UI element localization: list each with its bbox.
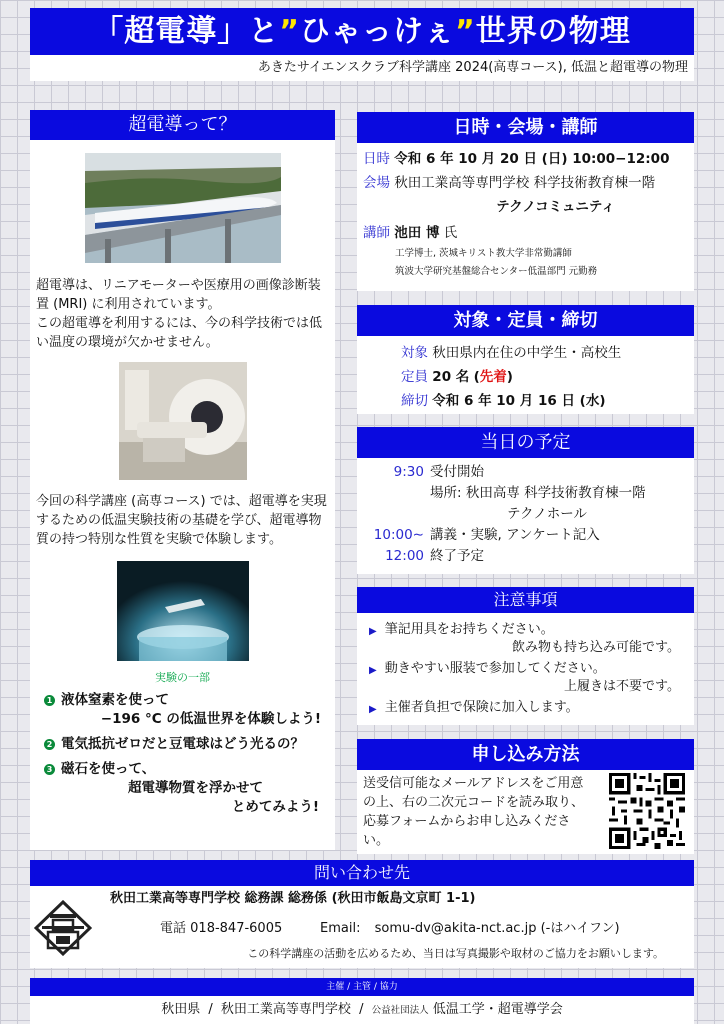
target-text: 秋田県内在住の中学生・高校生 [432, 345, 622, 361]
section-heading-superconductivity: 超電導って？ [30, 110, 335, 140]
schedule-row [357, 504, 694, 525]
title-part-highlight: ひゃっけぇ [300, 14, 455, 49]
date-label: 日時 [363, 151, 390, 167]
intro-paragraph-2: この超電導を利用するには、今の科学技術では低い温度の環境が欠かせません。 [36, 316, 323, 350]
qr-code[interactable] [609, 773, 685, 849]
lecturer-label: 講師 [363, 225, 390, 241]
school-emblem-icon [34, 900, 92, 956]
section-heading-target: 対象・定員・締切 [357, 305, 694, 336]
qr-code-icon [609, 773, 685, 849]
experiment-item-1 [30, 691, 335, 710]
schedule-panel [357, 143, 694, 291]
schedule-text: 受付開始 [430, 464, 484, 480]
event-date: 令和 6 年 10 月 20 日 (日) 10:00−12:00 [394, 151, 670, 167]
note-text: 筆記用具をお持ちください。 [384, 622, 554, 637]
maglev-train-illustration [85, 153, 281, 263]
note-text: 主催者負担で保険に加入します。 [384, 700, 579, 715]
lecturer-name: 池田 博 [394, 225, 440, 241]
schedule-text: テクノホール [507, 506, 587, 522]
email-label: Email: [320, 921, 361, 936]
organizer-separator: / [208, 1002, 213, 1017]
levitation-image [117, 561, 249, 661]
schedule-text: 講義・実験, アンケート記入 [430, 527, 600, 543]
email-note: (-はハイフン) [540, 921, 620, 936]
capacity-label: 定員 [401, 369, 428, 385]
contact-panel [30, 886, 694, 968]
title-quote-close: ” [455, 14, 476, 49]
first-come-note: 先着 [479, 369, 507, 385]
note-subtext: 飲み物も持ち込み可能です。 [512, 640, 680, 655]
deadline-value: 令和 6 年 10 月 16 日 (水) [432, 393, 606, 409]
title-part-end: 世界の物理 [475, 14, 631, 49]
mri-image [119, 362, 247, 480]
apply-panel [357, 770, 694, 854]
schedule-time: 9:30 [393, 464, 424, 480]
maglev-train-image [85, 153, 281, 263]
organizers-panel [30, 996, 694, 1024]
organizer-society-prefix: 公益社団法人 [371, 1005, 429, 1016]
section-heading-organizers: 主催 / 主管 / 協力 [30, 978, 694, 996]
notes-panel [357, 613, 694, 725]
intro-paragraph-3: 今回の科学講座 (高専コース) では、超電導を実現するための低温実験技術の基礎を学び、超電導物質の持つ特別な性質を実験で体験します。 [36, 494, 327, 547]
target-panel: 対象 秋田県内在住の中学生・高校生 定員 20 名 (先着) 締切 令和 6 年 10 月 16 日 (水) [357, 336, 694, 414]
note-item [369, 660, 684, 696]
phone-label: 電話 [160, 921, 187, 936]
phone-number[interactable]: 018-847-6005 [190, 921, 283, 936]
schedule-row [357, 462, 694, 483]
section-heading-apply: 申し込み方法 [357, 739, 694, 770]
contact-phone-row [160, 918, 282, 940]
section-heading-schedule: 日時・会場・講師 [357, 112, 694, 143]
section-heading-contact: 問い合わせ先 [30, 860, 694, 886]
schedule-text: 場所: 秋田高専 科学技術教育棟一階 [430, 485, 646, 501]
experiment-number: 3 [44, 764, 55, 775]
levitation-illustration [117, 561, 249, 661]
experiment-3-line3: とめてみよう! [231, 799, 319, 815]
lecturer-suffix: 氏 [443, 225, 458, 241]
experiment-3-line2: 超電導物質を浮かせて [128, 780, 263, 796]
contact-organization: 秋田工業高等専門学校 総務課 総務係 (秋田市飯島文京町 1-1) [110, 891, 476, 906]
page-title [30, 8, 694, 55]
contact-email-row [320, 918, 620, 940]
organizer-society: 低温工学・超電導学会 [432, 1002, 563, 1017]
intro-paragraph-1: 超電導は、リニアモーターや医療用の画像診断装置 (MRI) に利用されています。 [36, 278, 321, 312]
day-schedule-panel [357, 458, 694, 574]
note-subtext: 上履きは不要です。 [564, 679, 680, 694]
title-part: 「超電導」と [93, 14, 280, 49]
organizer-prefecture: 秋田県 [161, 1002, 201, 1017]
experiment-text: 液体窒素を使って [61, 692, 169, 708]
venue-line2: テクノコミュニティ [496, 199, 615, 215]
experiment-item-3 [30, 760, 335, 779]
deadline-label: 締切 [401, 393, 428, 409]
experiment-text: 電気抵抗ゼロだと豆電球はどう光るの？ [61, 736, 304, 752]
organizer-school: 秋田工業高等専門学校 [220, 1002, 351, 1017]
email-address[interactable]: somu-dv@akita-nct.ac.jp [374, 921, 537, 936]
note-item [369, 699, 684, 719]
mri-scanner-illustration [119, 362, 247, 480]
experiment-text: 磁石を使って、 [61, 761, 156, 777]
superconductivity-section [30, 110, 335, 850]
target-label: 対象 [401, 345, 428, 361]
organizer-separator: / [359, 1002, 364, 1017]
schedule-row [357, 546, 694, 567]
lecturer-title-2: 筑波大学研究基盤総合センター低温部門 元勤務 [395, 266, 598, 277]
section-heading-notes: 注意事項 [357, 587, 694, 613]
experiment-1-line2: −196 °C の低温世界を体験しよう! [100, 711, 321, 727]
photo-consent-note: この科学講座の活動を広めるため、当日は写真撮影や取材のご協力をお願いします。 [247, 947, 664, 960]
note-item [369, 621, 684, 657]
subtitle: あきたサイエンスクラブ科学講座 2024(高専コース), 低温と超電導の物理 [30, 55, 694, 81]
lecturer-title-1: 工学博士, 茨城キリスト教大学非常勤講師 [395, 248, 572, 259]
note-text: 動きやすい服装で参加してください。 [384, 661, 606, 676]
schedule-time: 12:00 [385, 548, 424, 564]
venue-line1: 秋田工業高等専門学校 科学技術教育棟一階 [394, 175, 656, 191]
title-quote-open: ” [279, 14, 300, 49]
experiment-number: 2 [44, 739, 55, 750]
schedule-row [357, 525, 694, 546]
experiment-item-2 [30, 735, 335, 754]
section-heading-day-schedule: 当日の予定 [357, 427, 694, 458]
triangle-bullet-icon: ▶ [369, 704, 377, 715]
venue-label: 会場 [363, 175, 390, 191]
apply-text: 送受信可能なメールアドレスをご用意の上、右の二次元コードを読み取り、応募フォームからお申し込みください。 [363, 776, 585, 848]
experiment-number: 1 [44, 695, 55, 706]
experiments-title: 実験の一部 [155, 671, 210, 684]
schedule-time: 10:00∼ [373, 527, 424, 543]
triangle-bullet-icon: ▶ [369, 665, 377, 676]
triangle-bullet-icon: ▶ [369, 626, 377, 637]
schedule-row [357, 483, 694, 504]
school-logo [34, 900, 92, 956]
schedule-text: 終了予定 [430, 548, 484, 564]
capacity-value: 20 名 [432, 369, 470, 385]
